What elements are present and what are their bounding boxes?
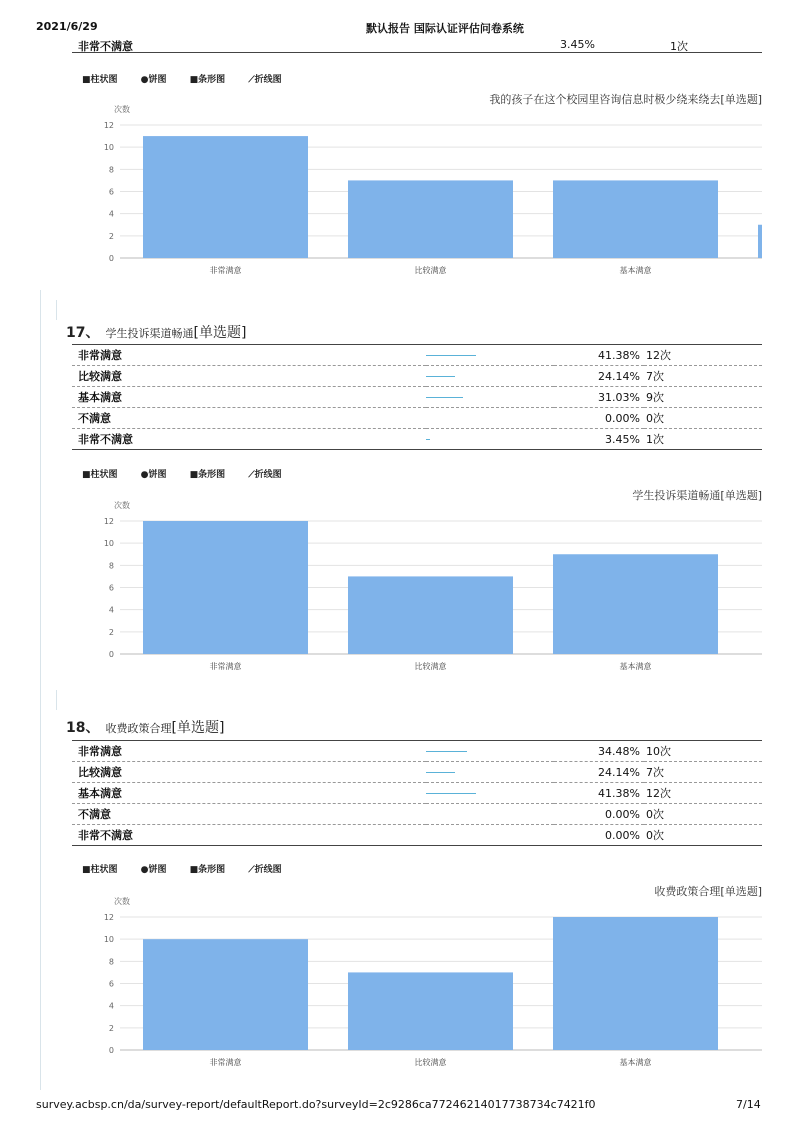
option-label: 非常不满意	[78, 433, 133, 446]
option-progress-bar	[426, 439, 430, 440]
option-percent: 24.14%	[554, 366, 644, 387]
option-label: 不满意	[72, 804, 426, 825]
q18-bar-chart	[80, 880, 770, 1075]
bar	[348, 972, 513, 1050]
option-row	[72, 741, 762, 762]
option-count: 9次	[644, 387, 762, 408]
chart-type-tabs	[82, 72, 302, 85]
chart-title: 学生投诉渠道畅通[单选题]	[632, 489, 762, 502]
option-bar-cell	[426, 825, 554, 846]
tab-pie-chart[interactable]: ●饼图	[140, 865, 167, 875]
y-tick-label: 10	[103, 935, 114, 945]
option-label: 基本满意	[72, 783, 426, 804]
option-count: 12次	[644, 783, 762, 804]
option-label: 不满意	[72, 408, 426, 429]
chart-type-tabs	[82, 467, 302, 480]
tab-line-chart[interactable]: ⟋折线图	[248, 865, 282, 875]
y-tick-label: 6	[108, 583, 114, 593]
chart-title: 收费政策合理[单选题]	[654, 885, 762, 898]
tab-hbar-chart[interactable]: ■条形图	[189, 75, 226, 85]
option-count: 10次	[644, 741, 762, 762]
y-tick-label: 4	[108, 1001, 114, 1011]
option-row	[72, 345, 762, 366]
bar	[143, 136, 308, 258]
bar	[758, 225, 762, 258]
y-tick-label: 2	[108, 1023, 114, 1033]
option-bar-cell	[426, 366, 554, 387]
bar	[143, 939, 308, 1050]
y-tick-label: 8	[108, 165, 114, 175]
y-axis-label: 次数	[114, 501, 130, 510]
option-percent: 34.48%	[554, 741, 644, 762]
option-percent: 31.03%	[554, 387, 644, 408]
option-count: 1次	[670, 40, 688, 53]
option-count: 1次	[646, 433, 664, 446]
option-bar-cell	[426, 741, 554, 762]
option-progress-bar	[426, 397, 463, 398]
question-title	[66, 717, 224, 737]
bar	[348, 576, 513, 654]
option-label: 非常不满意	[78, 40, 133, 53]
option-percent: 3.45%	[560, 38, 595, 51]
option-progress-bar	[426, 793, 476, 794]
option-percent: 3.45%	[605, 432, 640, 446]
option-row	[72, 762, 762, 783]
option-bar-cell	[426, 762, 554, 783]
option-bar-cell	[426, 783, 554, 804]
x-tick-label: 比较满意	[414, 266, 447, 275]
print-page-number: 7/14	[736, 1098, 761, 1111]
x-tick-label: 基本满意	[619, 266, 652, 275]
option-count: 0次	[644, 804, 762, 825]
q18-options-table	[72, 740, 762, 846]
bar	[348, 180, 513, 258]
option-percent: 41.38%	[554, 345, 644, 366]
option-count: 7次	[644, 366, 762, 387]
question-text: 学生投诉渠道畅通	[105, 327, 194, 340]
x-tick-label: 基本满意	[619, 662, 652, 671]
q17-options-table	[72, 344, 762, 450]
option-label: 比较满意	[72, 366, 426, 387]
option-progress-bar	[426, 751, 467, 752]
question-number: 18、	[66, 720, 100, 736]
bar	[553, 917, 718, 1050]
y-tick-label: 12	[103, 913, 114, 922]
option-row	[72, 408, 762, 429]
option-row	[72, 783, 762, 804]
y-tick-label: 4	[108, 209, 114, 219]
x-tick-label: 非常满意	[209, 662, 242, 671]
q16-bar-chart	[80, 88, 770, 283]
option-row	[72, 429, 762, 450]
y-tick-label: 12	[103, 517, 114, 526]
option-count: 7次	[644, 762, 762, 783]
tab-pie-chart[interactable]: ●饼图	[140, 470, 167, 480]
option-percent: 24.14%	[554, 762, 644, 783]
y-axis-label: 次数	[114, 897, 130, 906]
question-number: 17、	[66, 325, 100, 341]
y-tick-label: 10	[103, 143, 114, 153]
option-progress-bar	[426, 355, 476, 356]
chart-type-tabs	[82, 862, 302, 875]
x-tick-label: 非常满意	[209, 266, 242, 275]
tab-pie-chart[interactable]: ●饼图	[140, 75, 167, 85]
option-label: 非常满意	[72, 741, 426, 762]
option-progress-bar	[426, 772, 455, 773]
tab-bar-chart[interactable]: ■柱状图	[82, 865, 118, 875]
bar	[553, 180, 718, 258]
tab-line-chart[interactable]: ⟋折线图	[248, 470, 282, 480]
question-type: [单选题]	[193, 325, 247, 341]
print-footer-url: survey.acbsp.cn/da/survey-report/defaultReport.do?surveyId=2c9286ca7724621401773873​4c7421f0	[36, 1098, 596, 1111]
question-title	[66, 322, 246, 342]
option-row-partial	[72, 38, 762, 53]
option-row	[72, 825, 762, 846]
y-tick-label: 8	[108, 561, 114, 571]
bar	[553, 554, 718, 654]
option-count: 12次	[644, 345, 762, 366]
print-date: 2021/6/29	[36, 20, 98, 33]
left-margin-tick	[56, 690, 57, 710]
q17-bar-chart	[80, 484, 770, 679]
option-bar-cell	[426, 804, 554, 825]
option-bar-cell	[426, 429, 554, 450]
y-tick-label: 0	[108, 650, 114, 659]
y-tick-label: 12	[103, 121, 114, 130]
x-tick-label: 非常满意	[209, 1058, 242, 1067]
option-percent: 41.38%	[554, 783, 644, 804]
option-bar-cell	[426, 345, 554, 366]
tab-line-chart[interactable]: ⟋折线图	[248, 75, 282, 85]
y-tick-label: 0	[108, 1046, 114, 1055]
y-axis-label: 次数	[114, 105, 130, 114]
x-tick-label: 基本满意	[619, 1058, 652, 1067]
y-tick-label: 10	[103, 539, 114, 549]
tab-bar-chart[interactable]: ■柱状图	[82, 470, 118, 480]
y-tick-label: 0	[108, 254, 114, 263]
option-label: 基本满意	[72, 387, 426, 408]
tab-bar-chart[interactable]: ■柱状图	[82, 75, 118, 85]
option-progress-bar	[426, 376, 455, 377]
x-tick-label: 比较满意	[414, 662, 447, 671]
print-header-title: 默认报告 国际认证评估问卷系统	[366, 22, 524, 35]
option-count: 0次	[644, 408, 762, 429]
option-percent: 0.00%	[554, 408, 644, 429]
y-tick-label: 4	[108, 605, 114, 615]
option-count: 0次	[646, 829, 664, 842]
option-bar-cell	[426, 387, 554, 408]
left-margin-tick	[56, 300, 57, 320]
chart-title: 我的孩子在这个校园里咨询信息时极少绕来绕去[单选题]	[489, 93, 762, 106]
tab-hbar-chart[interactable]: ■条形图	[189, 865, 226, 875]
option-percent: 0.00%	[605, 828, 640, 842]
option-label: 比较满意	[72, 762, 426, 783]
y-tick-label: 2	[108, 231, 114, 241]
y-tick-label: 6	[108, 979, 114, 989]
x-tick-label: 比较满意	[414, 1058, 447, 1067]
y-tick-label: 6	[108, 187, 114, 197]
bar	[143, 521, 308, 654]
option-percent: 0.00%	[554, 804, 644, 825]
question-type: [单选题]	[171, 720, 225, 736]
option-row	[72, 804, 762, 825]
option-bar-cell	[426, 408, 554, 429]
tab-hbar-chart[interactable]: ■条形图	[189, 470, 226, 480]
left-margin-line	[40, 290, 41, 1090]
y-tick-label: 8	[108, 957, 114, 967]
question-text: 收费政策合理	[105, 722, 172, 735]
option-label: 非常满意	[72, 345, 426, 366]
option-label: 非常不满意	[78, 829, 133, 842]
option-row	[72, 387, 762, 408]
y-tick-label: 2	[108, 627, 114, 637]
option-row	[72, 366, 762, 387]
